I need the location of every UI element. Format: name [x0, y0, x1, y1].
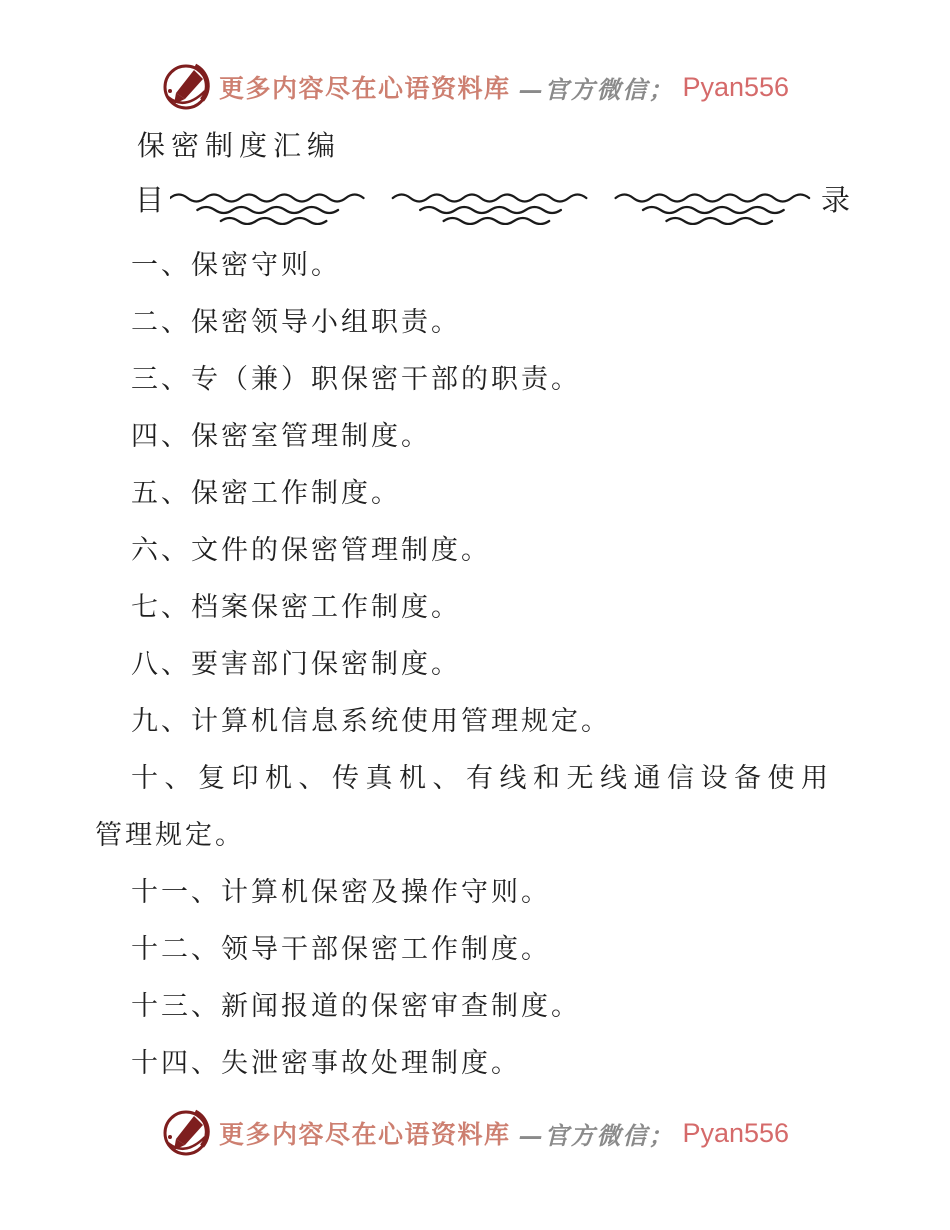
- toc-item-4: 四、保密室管理制度。: [131, 421, 431, 452]
- footer-watermark: [0, 1108, 950, 1158]
- toc-item-10-line-1: 十、复印机、传真机、有线和无线通信设备使用: [131, 763, 835, 794]
- toc-item-2: 二、保密领导小组职责。: [131, 307, 461, 338]
- toc-item-10-line-2: 管理规定。: [95, 820, 245, 851]
- watermark-account: Pyan556: [682, 71, 790, 102]
- page-title: 保密制度汇编: [137, 129, 342, 162]
- wavy-lines-decoration: [170, 189, 815, 225]
- toc-item-13: 十三、新闻报道的保密审查制度。: [131, 991, 581, 1022]
- pen-in-circle-logo-icon: [161, 62, 211, 112]
- toc-item-14: 十四、失泄密事故处理制度。: [131, 1048, 521, 1079]
- watermark-account: Pyan556: [682, 1117, 790, 1148]
- watermark-wechat-label: —官方微信；: [518, 1120, 675, 1150]
- toc-item-5: 五、保密工作制度。: [131, 478, 401, 509]
- watermark-brand-text: 更多内容尽在心语资料库: [218, 1120, 511, 1149]
- toc-item-1: 一、保密守则。: [131, 250, 341, 281]
- toc-item-9: 九、计算机信息系统使用管理规定。: [131, 706, 611, 737]
- toc-char-left: 目: [135, 183, 165, 217]
- toc-item-6: 六、文件的保密管理制度。: [131, 535, 491, 566]
- toc-item-7: 七、档案保密工作制度。: [131, 592, 461, 623]
- toc-item-8: 八、要害部门保密制度。: [131, 649, 461, 680]
- pen-in-circle-logo-icon: [161, 1108, 211, 1158]
- header-watermark: [0, 62, 950, 112]
- toc-item-11: 十一、计算机保密及操作守则。: [131, 877, 551, 908]
- watermark-wechat-label: —官方微信；: [518, 74, 675, 104]
- toc-item-12: 十二、领导干部保密工作制度。: [131, 934, 551, 965]
- toc-list: [95, 237, 857, 1092]
- watermark-brand-text: 更多内容尽在心语资料库: [218, 74, 511, 103]
- toc-item-3: 三、专（兼）职保密干部的职责。: [131, 364, 581, 395]
- toc-heading: [135, 180, 850, 225]
- toc-char-right: 录: [820, 183, 850, 217]
